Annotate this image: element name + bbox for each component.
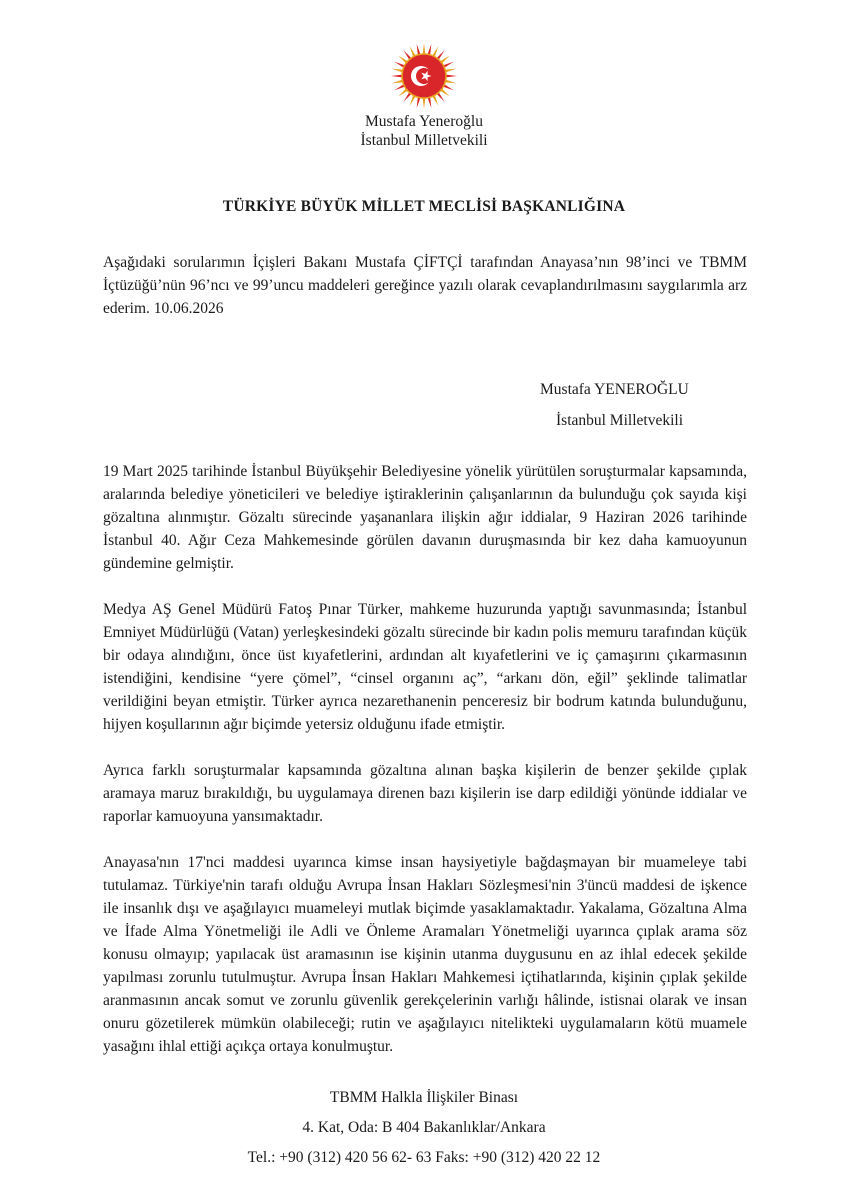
footer-line-office: 4. Kat, Oda: B 404 Bakanlıklar/Ankara bbox=[302, 1119, 546, 1136]
body-paragraph-1: 19 Mart 2025 tarihinde İstanbul Büyükşehir Belediyesine yönelik yürütülen soruşturmalar kapsamında, aralarında belediye yöneticileri ve belediye iştiraklerinin çalışanlarının da bulunduğu çok sayıda kişi gözaltına alınmıştır. Gözaltı sürecinde yaşananlara ilişkin ağır iddialar, 9 Haziran 2026 tarihinde İstanbul 40. Ağır Ceza Mahkemesinde görülen davanın duruşmasında bir kez daha kamuoyunun gündemine gelmiştir. bbox=[103, 463, 747, 572]
signature-role: İstanbul Milletvekili bbox=[556, 412, 683, 429]
tbmm-emblem-icon bbox=[390, 42, 458, 110]
footer-line-building: TBMM Halkla İlişkiler Binası bbox=[329, 1089, 519, 1106]
emblem-ray bbox=[445, 75, 457, 78]
mp-name: Mustafa Yeneroğlu bbox=[365, 113, 483, 130]
document-title: TÜRKİYE BÜYÜK MİLLET MECLİSİ BAŞKANLIĞINA bbox=[222, 198, 626, 215]
signature-name: Mustafa YENEROĞLU bbox=[540, 381, 689, 398]
mp-role: İstanbul Milletvekili bbox=[360, 132, 488, 149]
header bbox=[0, 112, 848, 150]
signature-block bbox=[540, 374, 740, 436]
body-paragraph-2: Medya AŞ Genel Müdürü Fatoş Pınar Türker, mahkeme huzurunda yaptığı savunmasında; İstanbul Emniyet Müdürlüğü (Vatan) yerleşkesindeki gözaltı sürecinde bir kadın polis memuru tarafından küçük bir odaya alındığını, önce üst kıyafetlerini, ardından alt kıyafetlerini ve iç çamaşırını çıkarmasının istendiğini, kendisine “yere çömel”, “cinsel organını aç”, “arkanı dön, eğil” şeklinde talimatlar verildiğini beyan etmiştir. Türker ayrıca nezarethanenin penceresiz bir bodrum katında bulunduğunu, hijyen koşullarının ağır biçimde yetersiz olduğunu ifade etmiştir. bbox=[103, 601, 747, 733]
emblem-ray bbox=[423, 43, 426, 55]
emblem-ray bbox=[391, 75, 403, 78]
emblem-ray bbox=[423, 97, 426, 109]
body-paragraph-4: Anayasa'nın 17'nci maddesi uyarınca kimse insan haysiyetiyle bağdaşmayan bir muameleye tabi tutulamaz. Türkiye'nin tarafı olduğu Avrupa İnsan Hakları Sözleşmesi'nin 3'üncü maddesi de işkence ile insanlık dışı ve aşağılayıcı muameleyi mutlak biçimde yasaklamaktadır. Yakalama, Gözaltına Alma ve İfade Alma Yönetmeliği ile Adli ve Önleme Aramaları Yönetmeliği uyarınca çıplak arama söz konusu olmayıp; yapılacak üst aramasının ise kişinin utanma duygusunu en az ihlal edecek şekilde yapılması zorunlu tutulmuştur. Avrupa İnsan Hakları Mahkemesi içtihatlarında, kişinin çıplak şekilde aranmasının ancak somut ve zorunlu güvenlik gerekçelerinin varlığı hâlinde, istisnai olarak ve insan onuru gözetilerek mümkün olabileceği; rutin ve aşağılayıcı nitelikteki uygulamaların kötü muamele yasağını ihlal ettiği açıkça ortaya konulmuştur. bbox=[103, 854, 747, 1055]
body-text bbox=[103, 460, 747, 1081]
footer-address bbox=[0, 1083, 848, 1173]
body-paragraph-3: Ayrıca farklı soruşturmalar kapsamında gözaltına alınan başka kişilerin de benzer şekilde çıplak aramaya maruz bırakıldığı, bu uygulamaya direnen bazı kişilerin ise darp edildiği yönünde iddialar ve raporlar kamuoyuna yansımaktadır. bbox=[103, 762, 747, 825]
intro-paragraph: Aşağıdaki sorularımın İçişleri Bakanı Mustafa ÇİFTÇİ tarafından Anayasa’nın 98’inci ve TBMM İçtüzüğü’nün 96’ncı ve 99’uncu maddeleri gereğince yazılı olarak cevaplandırılmasını saygılarımla arz ederim. 10.06.2026 bbox=[103, 254, 747, 317]
footer-line-phone: Tel.: +90 (312) 420 56 62- 63 Faks: +90 (312) 420 22 12 bbox=[247, 1149, 601, 1166]
